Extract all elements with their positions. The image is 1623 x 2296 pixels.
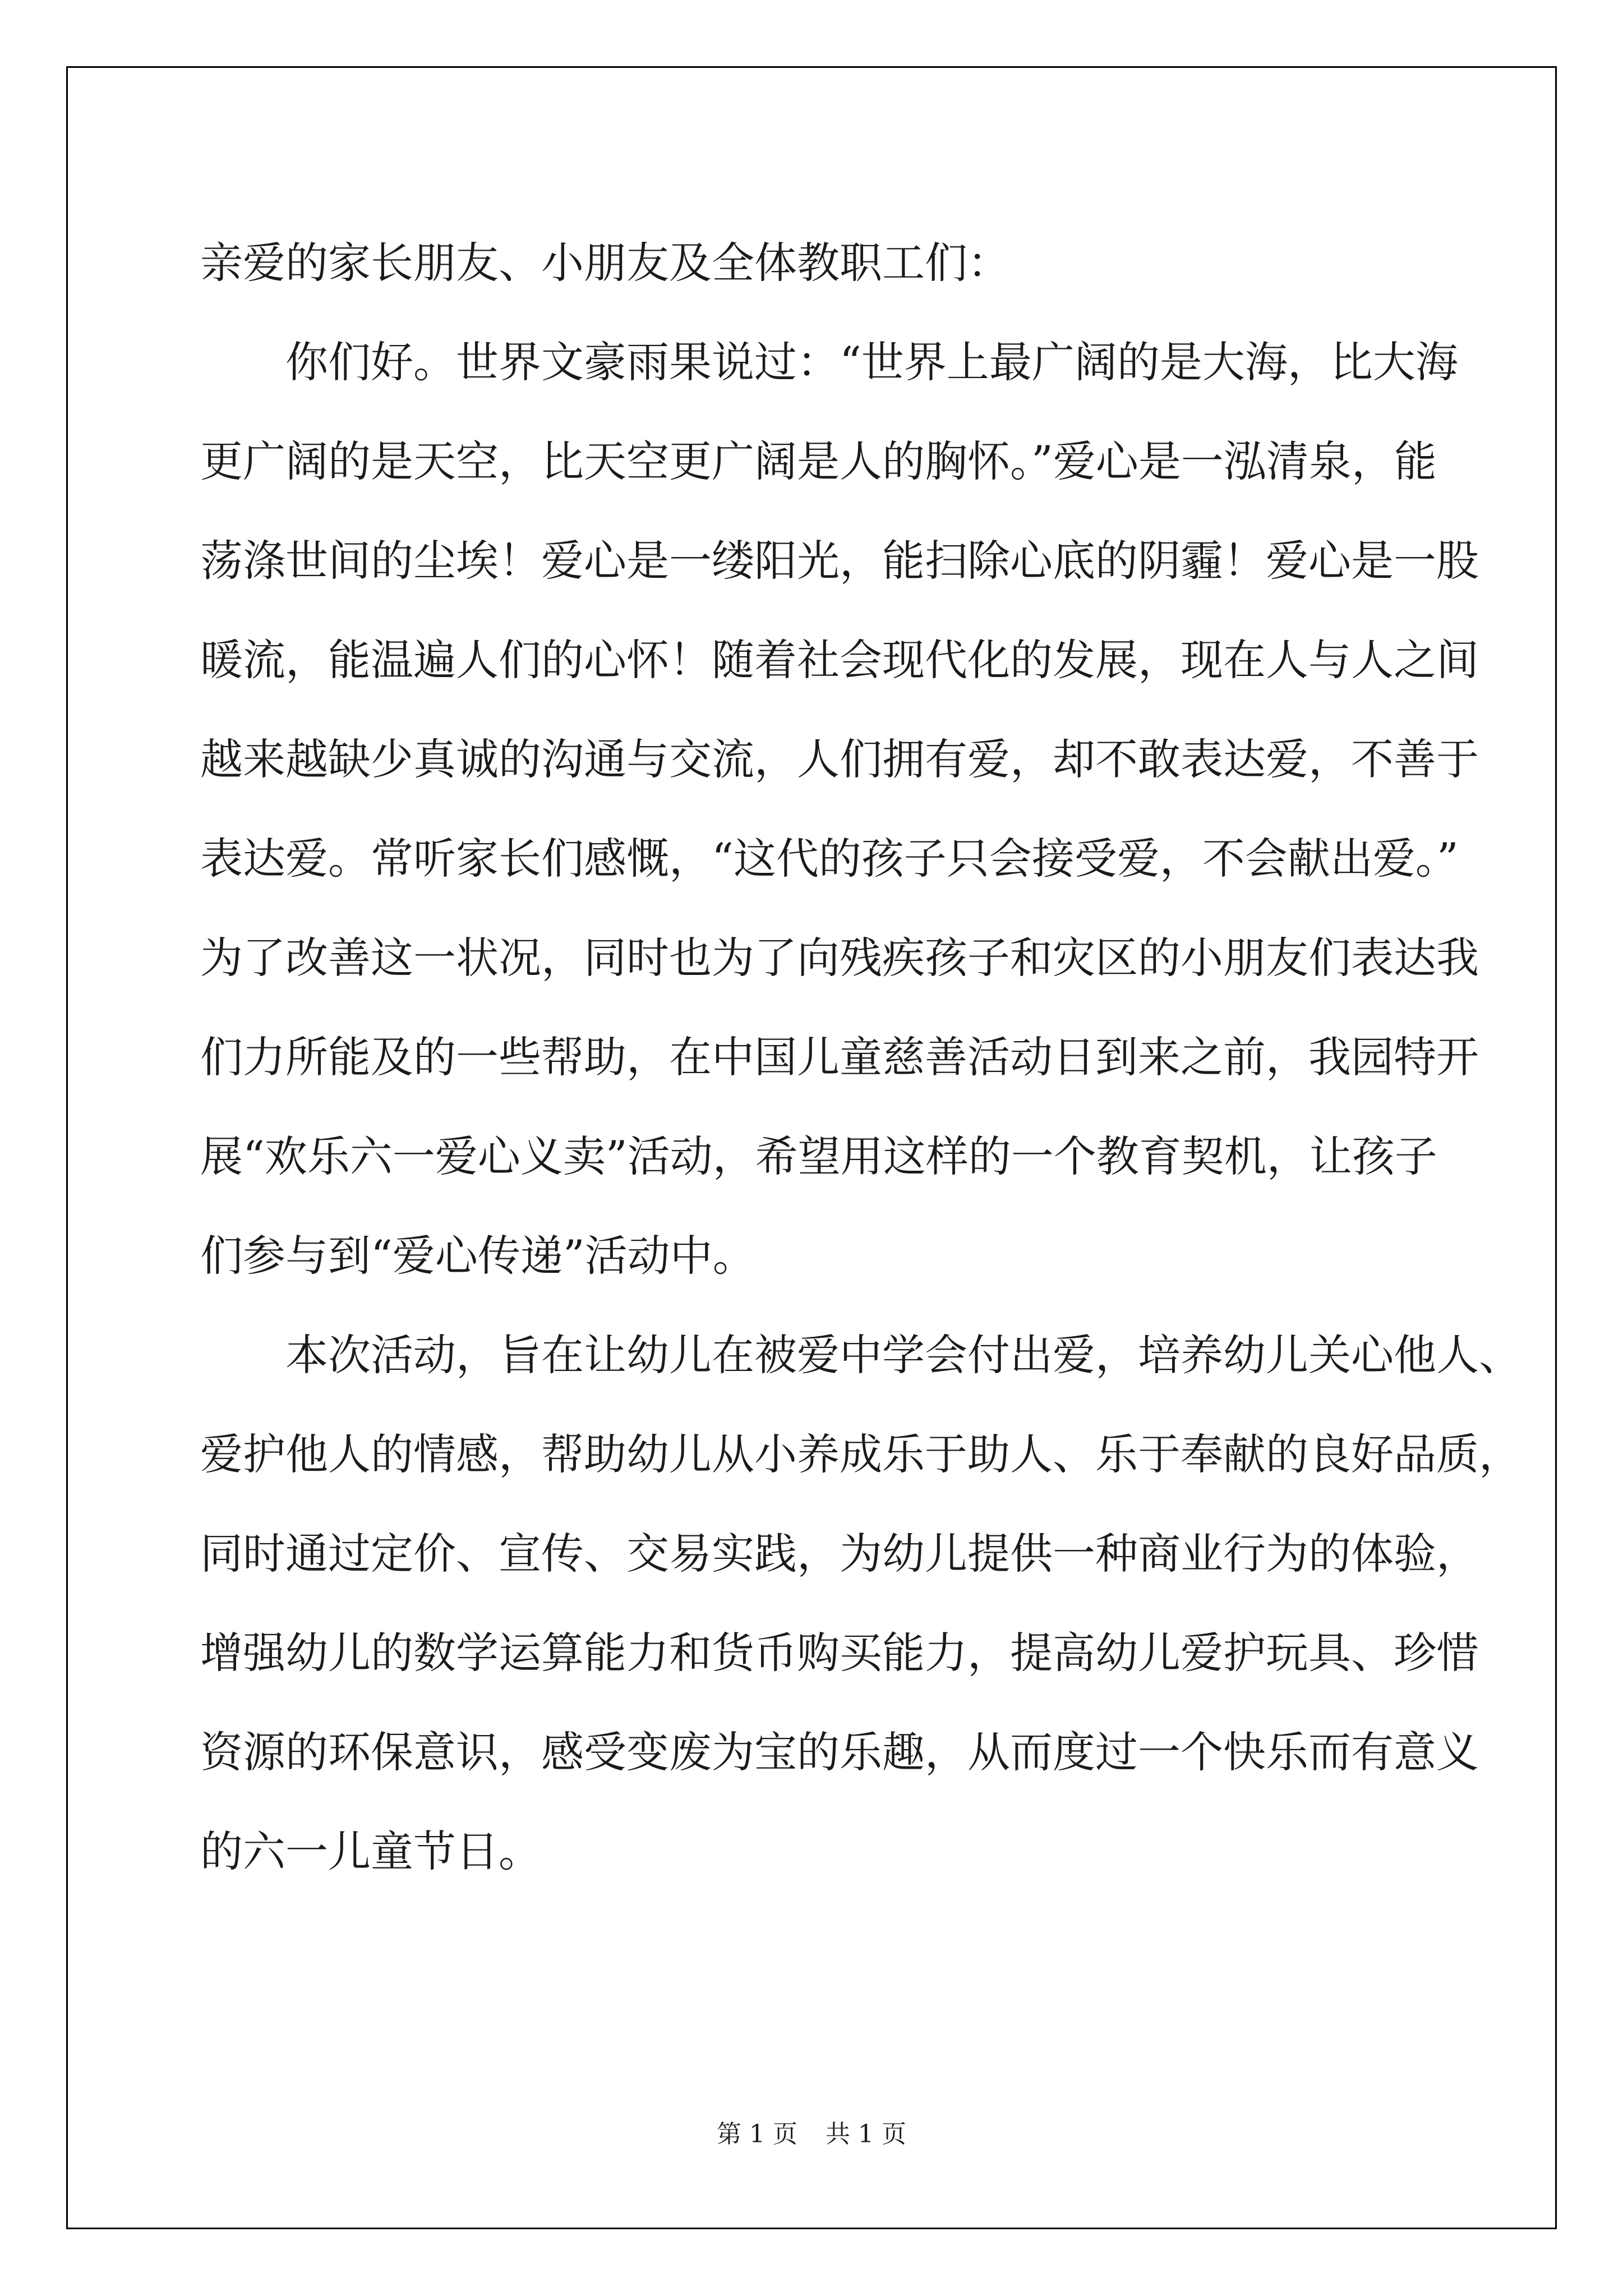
paragraph-line: 更广阔的是天空，比天空更广阔是人的胸怀。”爱心是一泓清泉，能	[200, 436, 1437, 486]
paragraph-2	[200, 1305, 1521, 1901]
paragraph-line: 为了改善这一状况，同时也为了向残疾孩子和灾区的小朋友们表达我	[200, 933, 1479, 983]
paragraph-line: 表达爱。常听家长们感慨，“这代的孩子只会接受爱，不会献出爱。”	[200, 834, 1459, 884]
page-footer	[0, 2118, 1623, 2151]
paragraph-line: 爱护他人的情感，帮助幼儿从小养成乐于助人、乐于奉献的良好品质，	[200, 1429, 1521, 1479]
paragraph-line: 资源的环保意识，感受变废为宝的乐趣，从而度过一个快乐而有意义	[200, 1727, 1479, 1777]
paragraph-line: 同时通过定价、宣传、交易实践，为幼儿提供一种商业行为的体验，	[200, 1529, 1479, 1579]
paragraph-line: 荡涤世间的尘埃！爱心是一缕阳光，能扫除心底的阴霾！爱心是一股	[200, 536, 1479, 586]
document-body	[200, 213, 1521, 1901]
paragraph-line: 展“欢乐六一爱心义卖”活动，希望用这样的一个教育契机，让孩子	[200, 1131, 1437, 1181]
paragraph-line: 你们好。世界文豪雨果说过：“世界上最广阔的是大海，比大海	[200, 337, 1458, 387]
greeting-line: 亲爱的家长朋友、小朋友及全体教职工们：	[200, 238, 1010, 288]
page-number: 第 1 页	[717, 2120, 797, 2148]
paragraph-line: 们参与到“爱心传递”活动中。	[200, 1231, 755, 1281]
page-total: 共 1 页	[826, 2120, 906, 2148]
paragraph-line: 本次活动，旨在让幼儿在被爱中学会付出爱，培养幼儿关心他人、	[200, 1330, 1521, 1380]
paragraph-line: 的六一儿童节日。	[200, 1826, 541, 1876]
paragraph-line: 越来越缺少真诚的沟通与交流，人们拥有爱，却不敢表达爱，不善于	[200, 734, 1479, 784]
paragraph-line: 们力所能及的一些帮助，在中国儿童慈善活动日到来之前，我园特开	[200, 1032, 1479, 1082]
paragraph-line: 暖流，能温遍人们的心怀！随着社会现代化的发展，现在人与人之间	[200, 635, 1479, 685]
paragraph-line: 增强幼儿的数学运算能力和货币购买能力，提高幼儿爱护玩具、珍惜	[200, 1628, 1479, 1678]
paragraph-1	[200, 312, 1479, 1305]
